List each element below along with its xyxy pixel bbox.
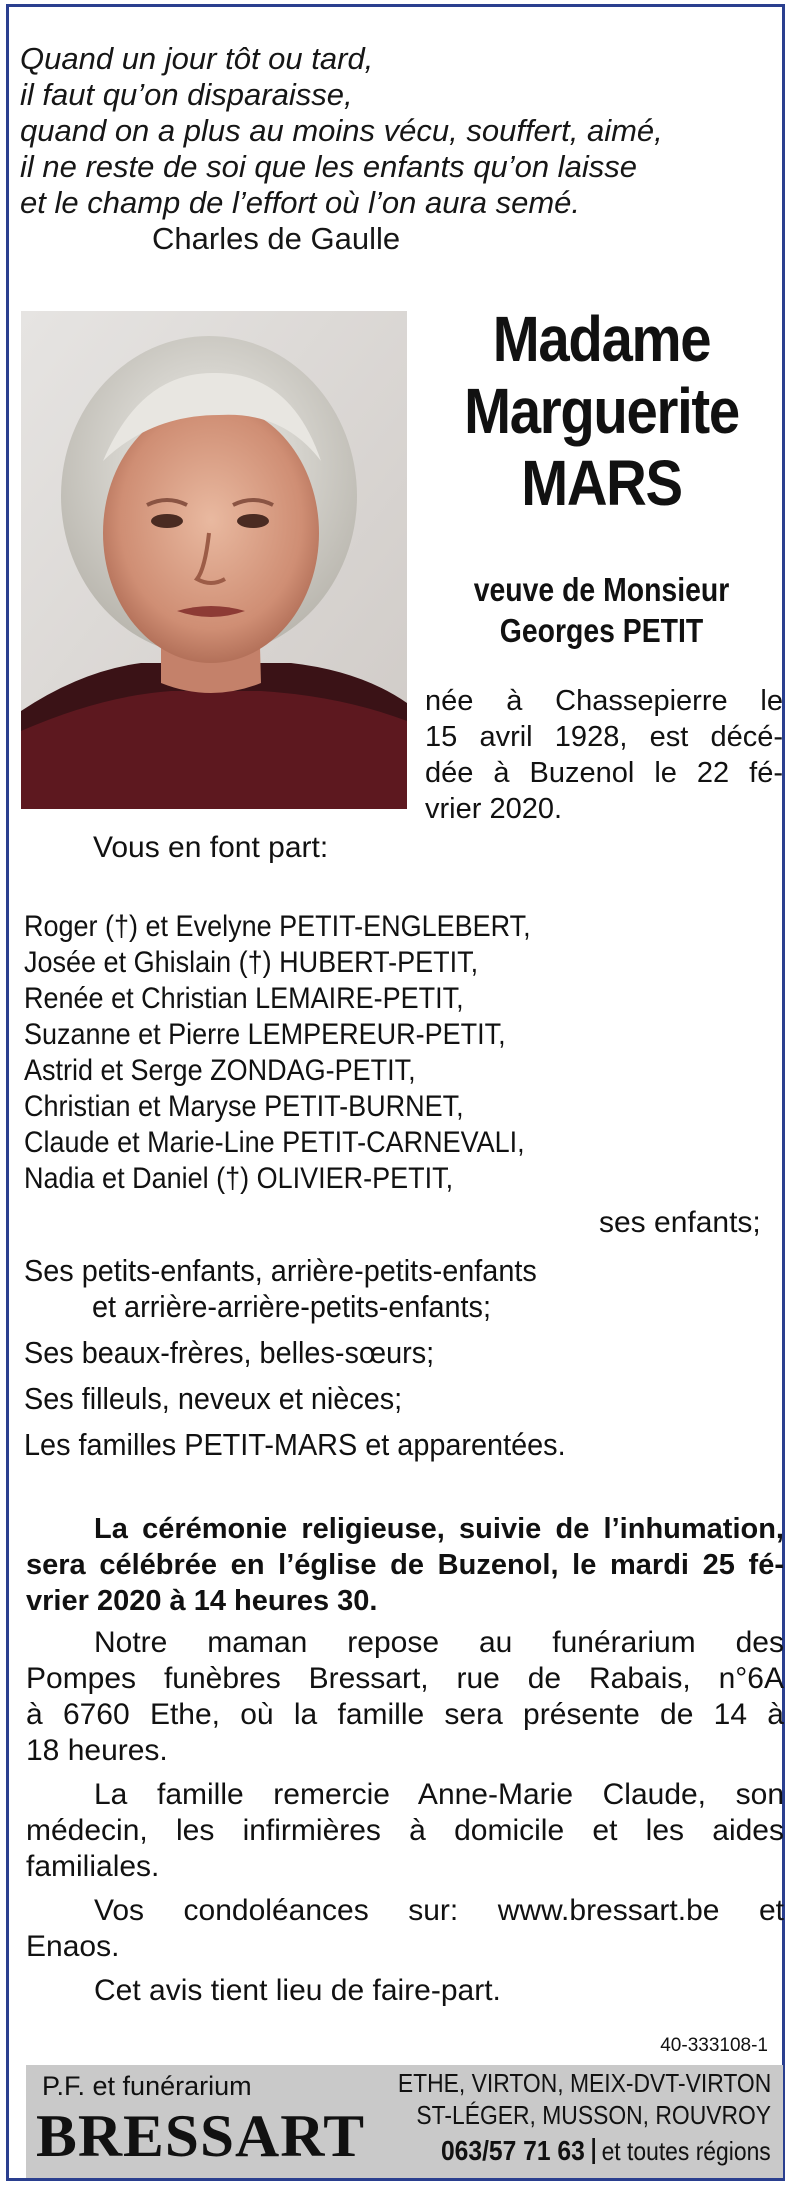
birth-line: dée à Buzenol le 22 fé- [425, 757, 783, 789]
poem-line: il ne reste de soi que les enfants qu’on laisse [20, 149, 637, 184]
poem-line: il faut qu’on disparaisse, [20, 77, 353, 112]
children-list [24, 909, 784, 1197]
paragraph-line: Enaos. [26, 1930, 120, 1963]
birth-line: vrier 2020. [425, 793, 563, 825]
paragraph-line: médecin, les infirmières à domicile et les aides [26, 1814, 784, 1847]
first-name: Marguerite [464, 375, 739, 447]
deceased-name [419, 303, 784, 519]
list-item: Nadia et Daniel (†) OLIVIER-PETIT, [24, 1162, 454, 1195]
portrait-illustration [21, 311, 407, 809]
list-item: Renée et Christian LEMAIRE-PETIT, [24, 982, 464, 1015]
portrait-photo [21, 311, 407, 809]
reference-number: 40-333108-1 [660, 2035, 768, 2056]
rest-paragraph [26, 1625, 784, 1769]
paragraph-line: Pompes funèbres Bressart, rue de Rabais, n°6A [26, 1662, 784, 1695]
widow-line: veuve de Monsieur [473, 571, 730, 608]
locations-line: ETHE, VIRTON, MEIX-DVT-VIRTON [397, 2068, 771, 2098]
separator [592, 2138, 595, 2164]
condolences-paragraph [26, 1893, 784, 1965]
list-item: Suzanne et Pierre LEMPEREUR-PETIT, [24, 1018, 506, 1051]
list-item: Roger (†) et Evelyne PETIT-ENGLEBERT, [24, 910, 531, 943]
funeral-home-footer [26, 2065, 783, 2178]
phone-number: 063/57 71 63 [441, 2135, 586, 2166]
ceremony-details [26, 1511, 784, 1619]
title: Madame [492, 303, 711, 375]
widow-line: Georges PETIT [499, 612, 704, 649]
paragraph-line: La famille remercie Anne-Marie Claude, son [94, 1778, 784, 1811]
paragraph-line: Notre maman repose au funérarium des [94, 1626, 784, 1659]
poem-line: quand on a plus au moins vécu, souffert, aimé, [20, 113, 663, 148]
list-item: et arrière-arrière-petits-enfants; [92, 1289, 491, 1324]
poem [20, 41, 760, 257]
thanks-paragraph [26, 1777, 784, 1885]
paragraph-line: 18 heures. [26, 1734, 168, 1767]
paragraph-line: Cet avis tient lieu de faire-part. [94, 1974, 501, 2007]
paragraph-line: à 6760 Ethe, où la famille sera présente de 14 à [26, 1698, 784, 1731]
paragraph-line: familiales. [26, 1850, 160, 1883]
birth-line: 15 avril 1928, est décé- [425, 721, 783, 753]
list-item: Claude et Marie-Line PETIT-CARNEVALI, [24, 1126, 525, 1159]
ceremony-line: La cérémonie religieuse, suivie de l’inhumation, [94, 1513, 784, 1545]
birth-death-info [425, 683, 783, 827]
funeral-home-label: P.F. et funérarium [42, 2071, 252, 2101]
ceremony-line: sera célébrée en l’église de Buzenol, le mardi 25 fé- [26, 1549, 784, 1581]
paragraph-line: Vos condoléances sur: www.bressart.be et [94, 1894, 784, 1927]
widow-of [419, 569, 784, 651]
birth-line: née à Chassepierre le [425, 685, 783, 717]
list-item: Astrid et Serge ZONDAG-PETIT, [24, 1054, 416, 1087]
list-item: Ses petits-enfants, arrière-petits-enfants [24, 1253, 537, 1288]
list-item: Les familles PETIT-MARS et apparentées. [24, 1427, 566, 1462]
relatives-list [24, 1253, 784, 1463]
obituary-frame [6, 4, 785, 2181]
locations-line: ST-LÉGER, MUSSON, ROUVROY [416, 2100, 771, 2130]
list-item: Josée et Ghislain (†) HUBERT-PETIT, [24, 946, 479, 979]
last-name: MARS [521, 447, 682, 519]
poem-author: Charles de Gaulle [152, 221, 401, 256]
poem-line: Quand un jour tôt ou tard, [20, 41, 374, 76]
poem-line: et le champ de l’effort où l’on aura semé. [20, 185, 581, 220]
announcement: Vous en font part: [93, 831, 329, 864]
ceremony-line: vrier 2020 à 14 heures 30. [26, 1585, 378, 1617]
list-item: Ses filleuls, neveux et nièces; [24, 1381, 403, 1416]
contact-row [441, 2135, 771, 2167]
brand-logo: BRESSART [36, 2103, 366, 2169]
notice-paragraph [26, 1973, 784, 2009]
list-item: Christian et Maryse PETIT-BURNET, [24, 1090, 464, 1123]
list-item: Ses beaux-frères, belles-sœurs; [24, 1335, 435, 1370]
children-label: ses enfants; [599, 1206, 761, 1239]
regions-text: et toutes régions [601, 2136, 771, 2166]
